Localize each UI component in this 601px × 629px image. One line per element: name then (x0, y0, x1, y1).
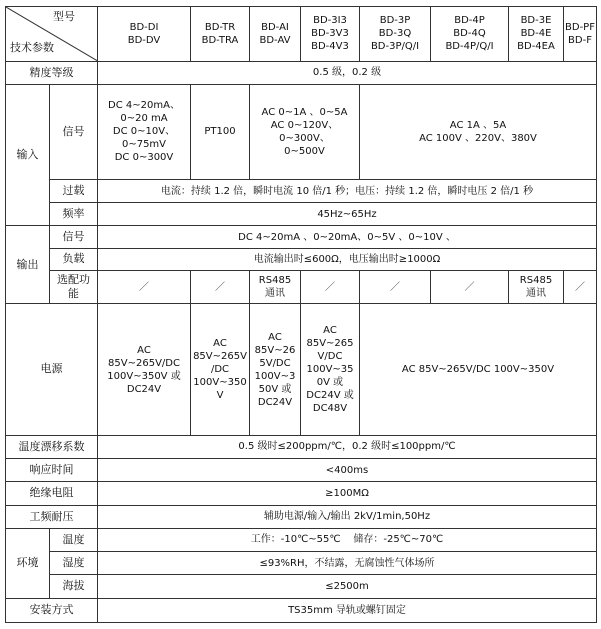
input-label: 输入 (6, 84, 50, 226)
option-bd-4p: ／ (431, 270, 509, 303)
model-bd-3p: BD-3P BD-3Q BD-3P/Q/I (360, 7, 431, 62)
output-load-row (6, 248, 597, 270)
withstand-label: 工频耐压 (6, 505, 98, 528)
mounting-row (6, 598, 597, 622)
power-row (6, 304, 597, 435)
output-label: 输出 (6, 226, 50, 304)
input-signal-ac: AC 0~1A 、0~5A AC 0~120V、0~300V、 0~500V (250, 84, 360, 179)
insulation-row (6, 482, 597, 505)
power-bd-3i3: AC 85V~265 V/DC 100V~35 0V 或 DC24V 或 DC48V (301, 304, 360, 435)
accuracy-value: 0.5 级，0.2 级 (98, 61, 597, 84)
output-option-row (6, 270, 597, 303)
input-overload-row (6, 179, 597, 202)
power-bd-di: AC 85V~265V/DC 100V~350V 或 DC24V (98, 304, 191, 435)
option-bd-tr: ／ (191, 270, 250, 303)
header-diagonal-cell (6, 7, 98, 62)
response-label: 响应时间 (6, 459, 98, 482)
temp-drift-value: 0.5 级时≤200ppm/℃，0.2 级时≤100ppm/℃ (98, 435, 597, 458)
model-bd-ai: BD-AI BD-AV (250, 7, 301, 62)
model-bd-di: BD-DI BD-DV (98, 7, 191, 62)
response-value: <400ms (98, 459, 597, 482)
spec-table (5, 6, 597, 623)
accuracy-label: 精度等级 (6, 61, 98, 84)
option-bd-3i3: ／ (301, 270, 360, 303)
temp-drift-row (6, 435, 597, 458)
env-humidity-row (6, 552, 597, 575)
env-altitude-value: ≤2500m (98, 575, 597, 598)
header-param-label: 技术参数 (10, 41, 54, 55)
input-signal-row (6, 84, 597, 179)
env-altitude-row (6, 575, 597, 598)
header-row (6, 7, 597, 62)
input-signal-pt100: PT100 (191, 84, 250, 179)
power-others: AC 85V~265V/DC 100V~350V (360, 304, 597, 435)
option-bd-3e: RS485 通讯 (509, 270, 564, 303)
output-signal-label: 信号 (50, 226, 98, 248)
power-bd-tr: AC 85V~265V /DC 100V~350 V (191, 304, 250, 435)
env-temp-value: 工作：-10℃~55℃ 储存：-25℃~70℃ (98, 528, 597, 551)
mounting-label: 安装方式 (6, 598, 98, 622)
option-bd-3p: ／ (360, 270, 431, 303)
input-overload-label: 过载 (50, 179, 98, 202)
withstand-row (6, 505, 597, 528)
model-bd-3e: BD-3E BD-4E BD-4EA (509, 7, 564, 62)
model-bd-pf: BD-PF BD-F (564, 7, 597, 62)
input-signal-label: 信号 (50, 84, 98, 179)
temp-drift-label: 温度漂移系数 (6, 435, 98, 458)
input-frequency-label: 频率 (50, 203, 98, 226)
env-temp-label: 温度 (50, 528, 98, 551)
model-bd-3i3: BD-3I3 BD-3V3 BD-4V3 (301, 7, 360, 62)
power-bd-ai: AC 85V~26 5V/DC 100V~3 50V 或 DC24V (250, 304, 301, 435)
env-altitude-label: 海拔 (50, 575, 98, 598)
insulation-value: ≥100MΩ (98, 482, 597, 505)
model-bd-tr: BD-TR BD-TRA (191, 7, 250, 62)
withstand-value: 辅助电源/输入/输出 2kV/1min,50Hz (98, 505, 597, 528)
output-load-label: 负载 (50, 248, 98, 270)
mounting-value: TS35mm 导轨或螺钉固定 (98, 598, 597, 622)
env-temp-row (6, 528, 597, 551)
output-signal-row (6, 226, 597, 248)
output-option-label: 选配功 能 (50, 270, 98, 303)
input-signal-dc: DC 4~20mA、 0~20 mA DC 0~10V、 0~75mV DC 0~300V (98, 84, 191, 179)
response-row (6, 459, 597, 482)
input-overload-value: 电流：持续 1.2 倍，瞬时电流 10 倍/1 秒；电压：持续 1.2 倍，瞬时电压 2 倍/1 秒 (98, 179, 597, 202)
option-bd-ai: RS485 通讯 (250, 270, 301, 303)
input-frequency-row (6, 203, 597, 226)
output-load-value: 电流输出时≤600Ω，电压输出时≥1000Ω (98, 248, 597, 270)
output-signal-value: DC 4~20mA 、0~20mA、0~5V 、0~10V 、 (98, 226, 597, 248)
input-signal-ac3: AC 1A 、5A AC 100V 、220V、380V (360, 84, 597, 179)
option-bd-pf: ／ (564, 270, 597, 303)
model-bd-4p: BD-4P BD-4Q BD-4P/Q/I (431, 7, 509, 62)
insulation-label: 绝缘电阻 (6, 482, 98, 505)
accuracy-row (6, 61, 597, 84)
power-label: 电源 (6, 304, 98, 435)
input-frequency-value: 45Hz~65Hz (98, 203, 597, 226)
env-humidity-value: ≤93%RH，不结露，无腐蚀性气体场所 (98, 552, 597, 575)
option-bd-di: ／ (98, 270, 191, 303)
env-humidity-label: 湿度 (50, 552, 98, 575)
header-model-label: 型号 (53, 10, 75, 23)
environment-label: 环境 (6, 528, 50, 598)
